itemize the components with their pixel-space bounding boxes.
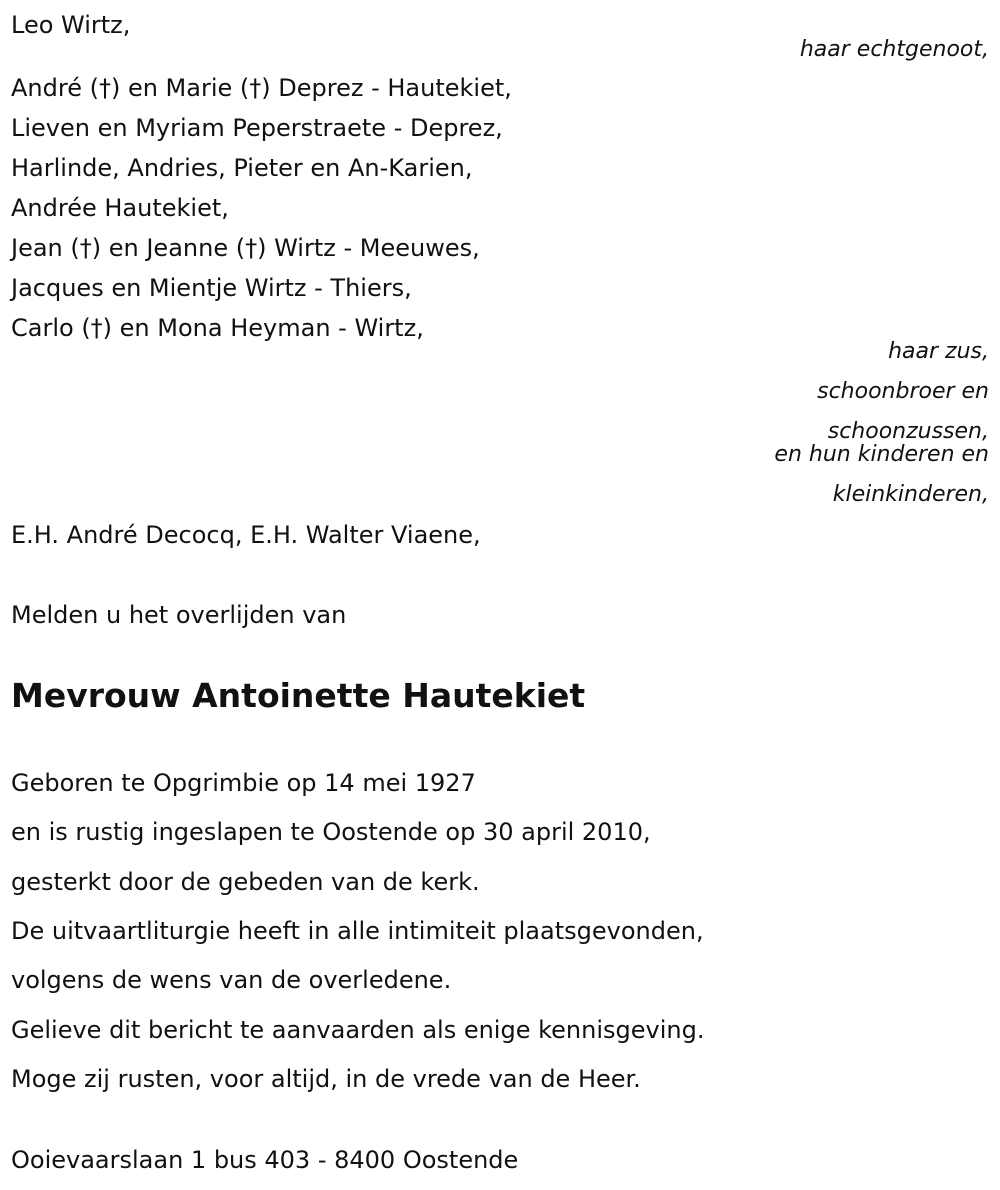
address-line: Ooievaarslaan 1 bus 403 - 8400 Oostende — [11, 1146, 519, 1174]
family-line: André (†) en Marie (†) Deprez - Hautekiet, — [11, 74, 512, 102]
clergy-line: E.H. André Decocq, E.H. Walter Viaene, — [11, 521, 481, 549]
body-line: gesterkt door de gebeden van de kerk. — [11, 868, 480, 896]
family-line: Jacques en Mientje Wirtz - Thiers, — [11, 274, 412, 302]
role-line: schoonbroer en — [817, 379, 989, 404]
body-line: volgens de wens van de overledene. — [11, 966, 452, 994]
body-line: Moge zij rusten, voor altijd, in de vrede van de Heer. — [11, 1065, 641, 1093]
spouse-line: Leo Wirtz, — [11, 11, 131, 39]
role-line: schoonzussen, — [827, 419, 989, 444]
body-line: Geboren te Opgrimbie op 14 mei 1927 — [11, 769, 476, 797]
role-line: en hun kinderen en — [774, 442, 989, 467]
family-line: Carlo (†) en Mona Heyman - Wirtz, — [11, 314, 424, 342]
family-line: Lieven en Myriam Peperstraete - Deprez, — [11, 114, 503, 142]
role-line: haar zus, — [888, 339, 989, 364]
family-line: Andrée Hautekiet, — [11, 194, 229, 222]
deceased-name: Mevrouw Antoinette Hautekiet — [11, 676, 586, 715]
body-line: en is rustig ingeslapen te Oostende op 30 april 2010, — [11, 818, 651, 846]
body-line: De uitvaartliturgie heeft in alle intimiteit plaatsgevonden, — [11, 917, 704, 945]
role-line: kleinkinderen, — [832, 482, 989, 507]
announce-line: Melden u het overlijden van — [11, 601, 347, 629]
body-line: Gelieve dit bericht te aanvaarden als enige kennisgeving. — [11, 1016, 705, 1044]
family-line: Harlinde, Andries, Pieter en An-Karien, — [11, 154, 473, 182]
family-line: Jean (†) en Jeanne (†) Wirtz - Meeuwes, — [11, 234, 480, 262]
spouse-role: haar echtgenoot, — [799, 37, 989, 62]
